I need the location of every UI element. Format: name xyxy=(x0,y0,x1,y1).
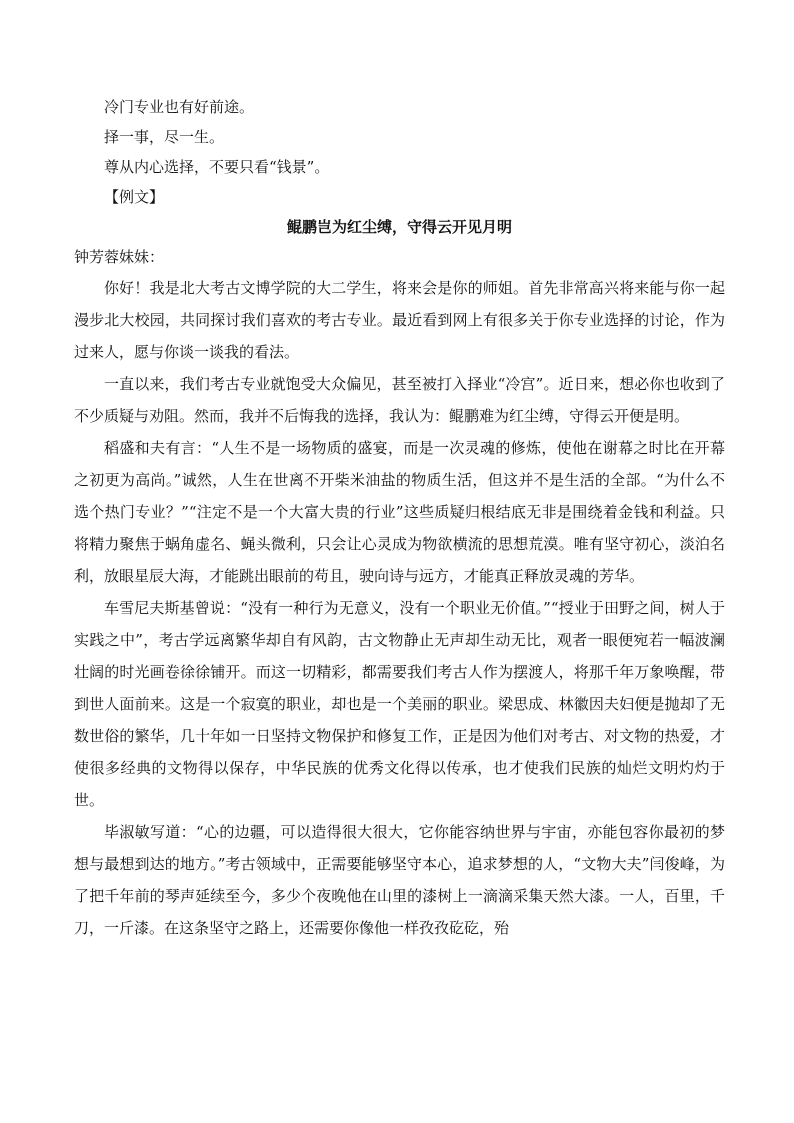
essay-paragraph-4: 车雪尼夫斯基曾说：“没有一种行为无意义，没有一个职业无价值。”“授业于田野之间，树人于实践之中”，考古学远离繁华却自有风韵，古文物静止无声却生动无比，观者一眼便宛若一幅波澜壮阔的时光画卷徐徐铺开。而这一切精彩，都需要我们考古人作为摆渡人，将那千年万象唤醒，带到世人面前来。这是一个寂寞的职业，却也是一个美丽的职业。梁思成、林徽因夫妇便是抛却了无数世俗的繁华，几十年如一日坚持文物保护和修复工作，正是因为他们对考古、对文物的热爱，才使很多经典的文物得以保存，中华民族的优秀文化得以传承，也才使我们民族的灿烂文明灼灼于世。 xyxy=(74,599,725,809)
essay-paragraph-3: 稻盛和夫有言：“人生不是一场物质的盛宴，而是一次灵魂的修炼，使他在谢幕之时比在开幕之初更为高尚。”诚然，人生在世离不开柴米油盐的物质生活，但这并不是生活的全部。“为什么不选个热门专业？”“注定不是一个大富大贵的行业”这些质疑归根结底无非是围绕着金钱和利益。只将精力聚焦于蜗角虚名、蝇头微利，只会让心灵成为物欲横流的思想荒漠。唯有坚守初心，淡泊名利，放眼星辰大海，才能跳出眼前的苟且，驶向诗与远方，才能真正释放灵魂的芳华。 xyxy=(74,439,725,585)
essay-paragraph-1: 你好！我是北大考古文博学院的大二学生，将来会是你的师姐。首先非常高兴将来能与你一起漫步北大校园，共同探讨我们喜欢的考古专业。最近看到网上有很多关于你专业选择的讨论，作为过来人，愿与你谈一谈我的看法。 xyxy=(74,279,725,361)
essay-paragraph-2: 一直以来，我们考古专业就饱受大众偏见，甚至被打入择业“冷宫”。近日来，想必你也收到了不少质疑与劝阻。然而，我并不后悔我的选择，我认为：鲲鹏难为红尘缚，守得云开便是明。 xyxy=(74,375,725,425)
document-page xyxy=(74,92,725,944)
example-label: 【例文】 xyxy=(104,188,165,206)
intro-line-3: 尊从内心选择，不要只看“钱景”。 xyxy=(104,158,330,176)
intro-line-2: 择一事，尽一生。 xyxy=(104,128,225,146)
essay-salutation: 钟芳蓉妹妹： xyxy=(74,248,165,266)
essay-paragraph-5: 毕淑敏写道：“心的边疆，可以造得很大很大，它你能容纳世界与宇宙，亦能包容你最初的梦想与最想到达的地方。”考古领域中，正需要能够坚守本心，追求梦想的人，“文物大夫”闫俊峰，为了把千年前的琴声延续至今，多少个夜晚他在山里的漆树上一滴滴采集天然大漆。一人，百里，千刀，一斤漆。在这条坚守之路上，还需要你像他一样孜孜矻矻，殆 xyxy=(74,823,725,937)
intro-line-1: 冷门专业也有好前途。 xyxy=(104,98,255,116)
essay-title: 鲲鹏岂为红尘缚，守得云开见月明 xyxy=(286,218,512,236)
